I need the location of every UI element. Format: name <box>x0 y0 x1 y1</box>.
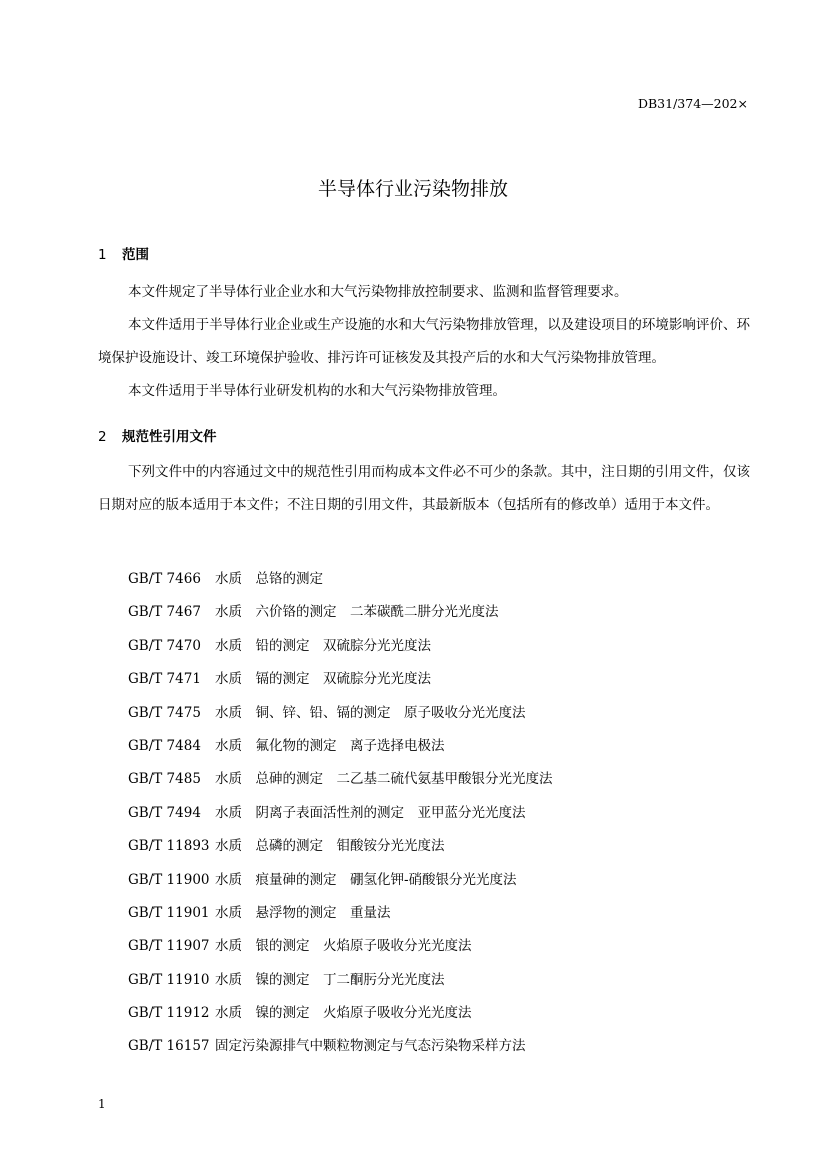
reference-item <box>128 599 553 632</box>
reference-code: GB/T 7470 <box>128 637 201 654</box>
reference-item <box>128 967 553 1000</box>
reference-item <box>128 700 553 733</box>
reference-title: 水质 阴离子表面活性剂的测定 亚甲蓝分光光度法 <box>215 804 526 821</box>
reference-item <box>128 1000 553 1033</box>
reference-item <box>128 800 553 833</box>
reference-item <box>128 566 553 599</box>
reference-title: 水质 镍的测定 火焰原子吸收分光光度法 <box>215 1005 472 1022</box>
reference-title: 水质 氟化物的测定 离子选择电极法 <box>215 737 445 754</box>
section-1-paragraph: 本文件规定了半导体行业企业水和大气污染物排放控制要求、监测和监督管理要求。 <box>128 284 628 300</box>
section-2-title: 规范性引用文件 <box>122 429 217 445</box>
reference-code: GB/T 11893 <box>128 838 210 855</box>
reference-title: 水质 痕量砷的测定 硼氢化钾-硝酸银分光光度法 <box>215 871 517 888</box>
section-1-paragraph: 本文件适用于半导体行业研发机构的水和大气污染物排放管理。 <box>128 383 506 399</box>
reference-code: GB/T 7467 <box>128 604 201 621</box>
reference-code: GB/T 11910 <box>128 971 210 988</box>
reference-item <box>128 867 553 900</box>
reference-item <box>128 766 553 799</box>
reference-code: GB/T 7475 <box>128 704 201 721</box>
document-code: DB31/374—202× <box>637 96 748 111</box>
reference-title: 水质 总砷的测定 二乙基二硫代氨基甲酸银分光光度法 <box>215 771 553 788</box>
reference-code: GB/T 11901 <box>128 904 210 921</box>
reference-item <box>128 933 553 966</box>
reference-code: GB/T 7485 <box>128 771 201 788</box>
reference-code: GB/T 7471 <box>128 671 201 688</box>
reference-item <box>128 833 553 866</box>
reference-code: GB/T 7466 <box>128 571 201 587</box>
section-1-number: 1 <box>98 247 107 263</box>
reference-item <box>128 666 553 699</box>
normative-references-list <box>128 566 553 1067</box>
reference-title: 水质 银的测定 火焰原子吸收分光光度法 <box>215 938 472 955</box>
reference-code: GB/T 11907 <box>128 938 210 955</box>
reference-title: 水质 总磷的测定 钼酸铵分光光度法 <box>215 838 445 855</box>
section-1-heading <box>98 243 149 263</box>
reference-code: GB/T 11900 <box>128 871 210 888</box>
reference-title: 固定污染源排气中颗粒物测定与气态污染物采样方法 <box>215 1038 526 1055</box>
reference-code: GB/T 7484 <box>128 737 201 754</box>
reference-item <box>128 900 553 933</box>
section-2-paragraph: 下列文件中的内容通过文中的规范性引用而构成本文件必不可少的条款。其中，注日期的引用文件，仅该日期对应的版本适用于本文件；不注日期的引用文件，其最新版本（包括所有的修改单）适用于本文件。 <box>98 464 750 513</box>
reference-title: 水质 镉的测定 双硫腙分光光度法 <box>215 671 431 688</box>
reference-title: 水质 悬浮物的测定 重量法 <box>215 904 391 921</box>
reference-title: 水质 铜、锌、铅、镉的测定 原子吸收分光光度法 <box>215 704 526 721</box>
section-2-number: 2 <box>98 429 107 445</box>
section-1-title: 范围 <box>122 247 149 263</box>
reference-code: GB/T 7494 <box>128 804 201 821</box>
reference-title: 水质 总铬的测定 <box>215 571 323 587</box>
page-number: 1 <box>98 1097 106 1111</box>
reference-item <box>128 733 553 766</box>
reference-title: 水质 镍的测定 丁二酮肟分光光度法 <box>215 971 445 988</box>
reference-item <box>128 1033 553 1066</box>
reference-code: GB/T 11912 <box>128 1005 210 1022</box>
reference-item <box>128 633 553 666</box>
reference-title: 水质 六价铬的测定 二苯碳酰二肼分光光度法 <box>215 604 499 621</box>
reference-title: 水质 铅的测定 双硫腙分光光度法 <box>215 637 431 654</box>
reference-code: GB/T 16157 <box>128 1038 210 1055</box>
document-title: 半导体行业污染物排放 <box>317 178 508 200</box>
section-2-heading <box>98 425 217 445</box>
section-1-body <box>98 276 750 408</box>
section-2-body <box>98 456 750 522</box>
section-1-paragraph: 本文件适用于半导体行业企业或生产设施的水和大气污染物排放管理，以及建设项目的环境影响评价、环境保护设施设计、竣工环境保护验收、排污许可证核发及其投产后的水和大气污染物排放管理。 <box>98 317 750 366</box>
